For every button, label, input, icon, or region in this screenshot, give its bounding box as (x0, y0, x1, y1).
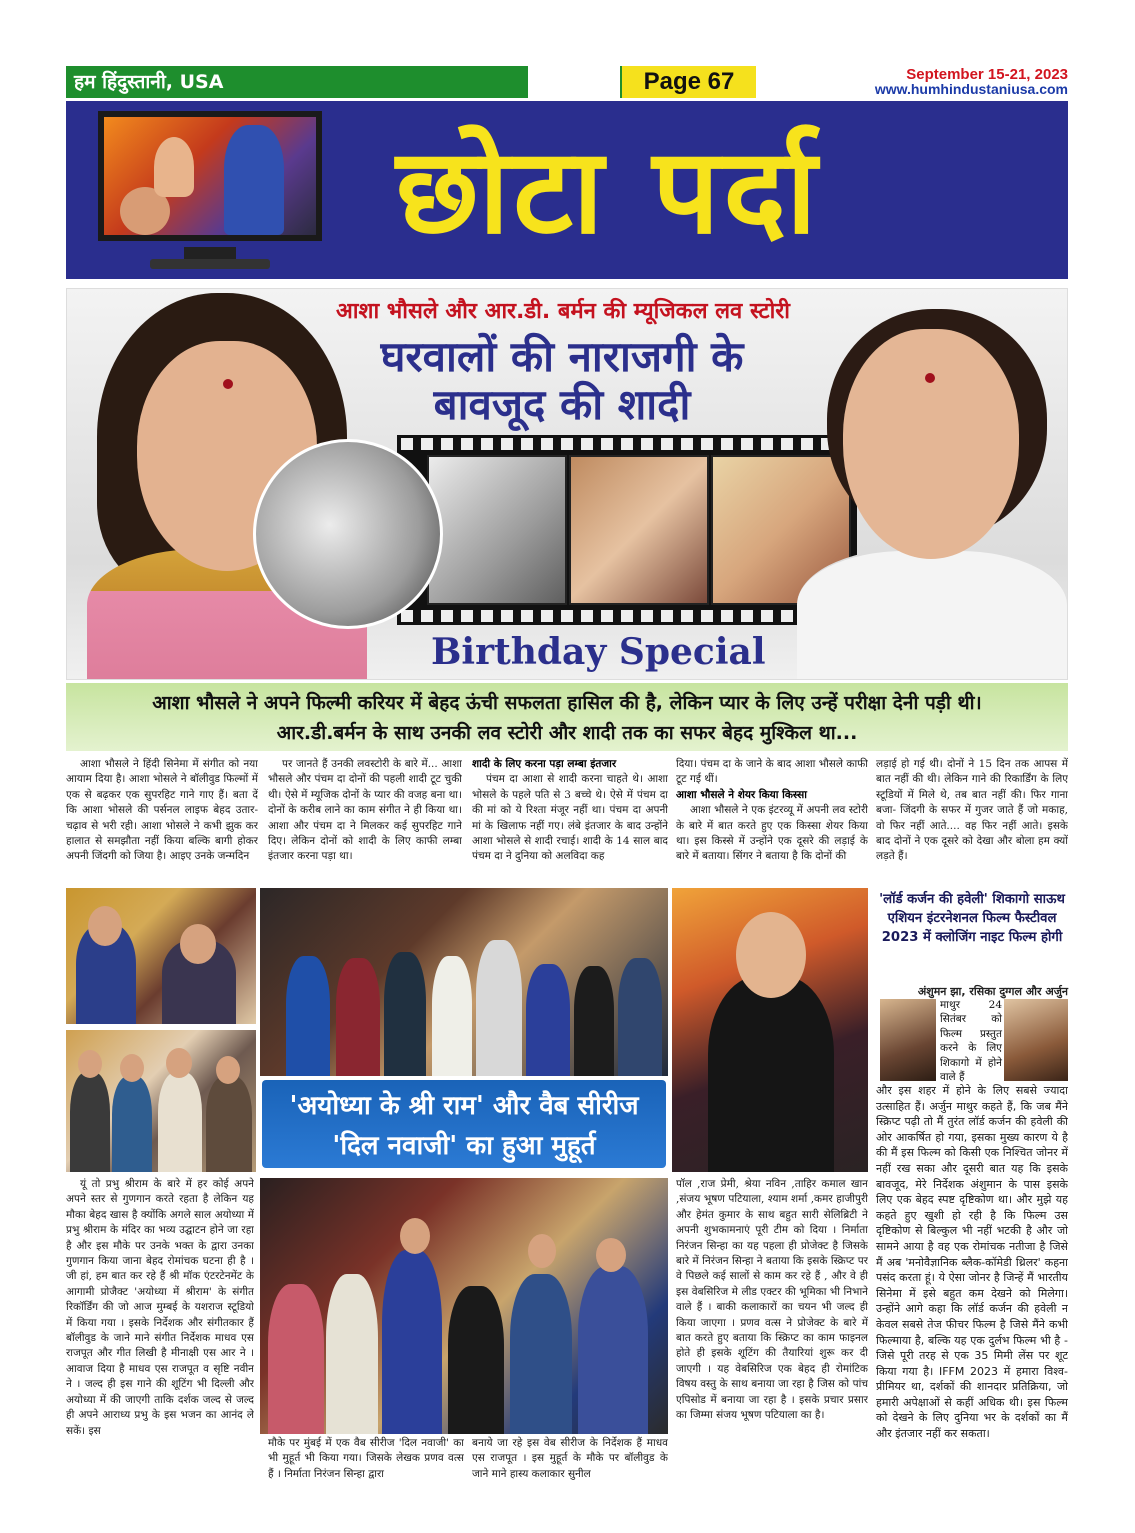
article-column (472, 757, 668, 881)
subheading: शादी के लिए करना पड़ा लम्बा इंतजार (472, 758, 617, 770)
article-column (472, 1436, 668, 1482)
issue-date: September 15-21, 2023 (906, 66, 1068, 83)
paragraph: और इस शहर में होने के लिए सबसे ज्यादा उत्साहित हैं। अर्जुन माथुर कहते हैं, कि जब मैंने स्क्रिप्ट पढ़ी तो मैं तुरंत लॉर्ड कर्जन की हवेली की ओर आकर्षित हो गया, इसका मुख्य कारण ये है की मैं इस फिल्म को किसी एक निश्चित जोनर में नहीं रख सका और दूसरी बात यह कि इसके बावजूद, मेरे निर्देशक अंशुमान के पास इसके लिए एक बेहद स्पष्ट दृष्टिकोण था। और मुझे यह कहते हुए खुशी हो रही है कि फिल्म उस दृष्टिकोण से बिल्कुल भी नहीं भटकी है और जो सामने आया है वह एक रोमांचक नतीजा है जिसे मैं अब 'मनोवैज्ञानिक ब्लैक-कॉमेडी थ्रिलर' कहना पसंद करता हूं। ये ऐसा जोनर है जिन्हें मैं भारतीय सिनेमा में इसे बहुत कम देखने को मिलेगा। उन्होंने आगे कहा कि लॉर्ड कर्जन की हवेली न केवल सबसे तेज फीचर फिल्म है जिसे मैंने कभी फिल्माया है, बल्कि यह एक दुर्लभ फिल्म भी है - जिसे पूरी तरह से एक 35 मिमी लेंस पर शूट किया गया है। IFFM 2023 में हमारा विश्व-प्रीमियर था, दर्शकों की शानदार प्रतिक्रिया, जो हमारी अपेक्षाओं से कहीं अधिक थी। इस फिल्म को देखने के लिए दुनिया भर के दर्शकों का मैं और इंतजार नहीं कर सकता। (876, 1084, 1068, 1441)
event-group-photo (260, 888, 668, 1076)
article-column (66, 1177, 254, 1477)
paragraph: पर जानते हैं उनकी लवस्टोरी के बारे में... आशा भौसले और पंचम दा दोनों की पहली शादी टूट चुकी थी। ऐसे में म्यूजिक दोनों के प्यार की वजह बना था। दोनों के करीब लाने का काम संगीत ने ही किया था। आशा और पंचम दा ने मिलकर कई सुपरहिट गाने दिए। लेकिन दोनों को शादी के लिए काफी लम्बा इंतजार करना पड़ा था। (268, 758, 462, 863)
film-frame-photo (569, 455, 709, 605)
paragraph: लड़ाई हो गई थी। दोनों ने 15 दिन तक आपस में बात नहीं की थी। लेकिन गाने की रिकार्डिंग के लिए स्टूडियों में मिले थे, तब बात नहीं की। फिर गाना बजा- जिंदगी के सफर में गुजर जाते हैं जो मकाह, वो फिर नहीं आते.... वह फिर नहीं आते। इसके बाद दोनों ने एक दूसरे को देखा और बोला हम क्यों लड़ते हैं। (876, 758, 1068, 863)
paragraph: आशा भौसले ने एक इंटरव्यू में अपनी लव स्टोरी के बारे में बात करते हुए एक किस्सा शेयर किया था। इस किस्से में उन्होंने एक दूसरे की लड़ाई के बारे में बताया। सिंगर ने बताया है कि दोनों की (676, 804, 868, 863)
paragraph: पॉल ,राज प्रेमी, श्रेया नविन ,ताहिर कमाल खान ,संजय भूषण पटियाला, श्याम शर्मा ,कमर हाजीपुरी और हेमंत कुमार के साथ बहुत सारी सेलिब्रिटी ने अपनी शुभकामनाएं पूरी टीम को दिया । निर्माता निरंजन सिन्हा का यह पहला ही प्रोजेक्ट है जिसके बारे में निरंजन सिन्हा ने बताया कि इसके स्क्रिप्ट पर वे पिछले कई सालों से काम कर रहे हैं , और वे ही इस वेबसिरिज मे लीड एक्टर की भूमिका भी निभाने वाले हैं । बाकी कलाकारों का चयन भी जल्द ही किया जाएगा । प्रणव वत्स ने प्रोजेक्ट के बारे में बात करते हुए बताया कि स्क्रिप्ट का काम फाइनल होते ही इसके शूटिंग की तैयारियां शुरू कर दी जाएगी । यह वेबसिरिज एक बेहद ही रोमांटिक विषय वस्तु के साथ बनाया जा रहा है जिस को पांच एपिसोड में बनाया जा रहा है । इसके प्रचार प्रसार का जिम्मा संजय भूषण पटियाला का है। (676, 1178, 868, 1422)
article-column (268, 757, 462, 879)
event-photo (66, 1030, 256, 1172)
feature-kicker: आशा भौसले और आर.डी. बर्मन की म्यूजिकल लव स्टोरी (336, 299, 790, 324)
actress-photo (1004, 999, 1068, 1081)
event-photo (66, 888, 256, 1024)
paragraph: दिया। पंचम दा के जाने के बाद आशा भौसले काफी टूट गई थीं। (676, 758, 868, 786)
feature-headline (267, 333, 857, 429)
feature-collage (66, 288, 1068, 680)
publication-name: हम हिंदुस्तानी, USA (66, 66, 366, 98)
portrait-photo (672, 888, 868, 1172)
article-title-line: 'दिल नवाजी' का हुआ मुहूर्त (332, 1131, 596, 1161)
deck-line: आशा भौसले ने अपने फिल्मी करियर में बेहद ऊंची सफलता हासिल की है, लेकिन प्यार के लिए उन्हें परीक्षा देनी पड़ी थी। (152, 692, 982, 714)
paragraph: यूं तो प्रभु श्रीराम के बारे में हर कोई अपने अपने स्तर से गुणगान करते रहता है लेकिन यह मौका बेहद खास है क्योंकि अगले साल अयोध्या में प्रभु श्रीराम के मंदिर का भव्य उद्घाटन होने जा रहा है और इस मौके पर उनके भक्त के द्वारा उनका गुणगान किया जाना बेहद रोमांचक घटना ही है । जी हां, हम बात कर रहे हैं श्री मॉक एंटरटेनमेंट के आगामी प्रोजैक्ट 'अयोध्या में श्रीराम' के संगीत रिकॉर्डिंग की जो आज मुम्बई के यशराज स्टूडियो में किया गया । इसके निर्देशक और संगीतकार हैं बॉलीवुड के जाने माने संगीत निर्देशक माधव एस राजपूत और गीत लिखी है मीनाक्षी एस आर ने । आवाज दिया है माधव एस राजपूत व सृष्टि नवीन ने । जल्द ही इस गाने की शूटिंग भी दिल्ली और अयोध्या में की जाएगी ताकि दर्शक जल्द से जल्द ही अपने आराध्य प्रभु के इस भजन का आनंद ले सकें। इस (66, 1178, 254, 1437)
section-banner (66, 101, 1068, 279)
film-frame-photo (427, 455, 567, 605)
article-column (66, 757, 258, 879)
actor-photo (880, 999, 936, 1081)
subheading: आशा भौसले ने शेयर किया किस्सा (676, 788, 807, 801)
deck-line: आर.डी.बर्मन के साथ उनकी लव स्टोरी और शादी तक का सफर बेहद मुश्किल था... (276, 722, 858, 744)
television-illustration (90, 107, 330, 273)
sidebar-headline: 'लॉर्ड कर्जन की हवेली' शिकागो साऊथ एशियन इंटरनेशनल फिल्म फैस्टीवल 2023 में क्लोजिंग नाइट फिल्म होगी (879, 892, 1065, 945)
paragraph: मौके पर मुंबई में एक वैब सीरीज 'दिल नवाजी' का भी मुहूर्त भी किया गया। जिसके लेखक प्रणव वत्स हैं । निर्माता निरंजन सिन्हा द्वारा (268, 1437, 464, 1480)
headline-line: घरवालों की नाराजगी के (380, 332, 744, 381)
paragraph: आशा भौसले ने हिंदी सिनेमा में संगीत को नया आयाम दिया है। आशा भोसले ने बॉलीवुड फिल्मों में एक से बढ़कर एक सुपरहिट गाने गाए हैं। बता दें कि आशा भोसले की पर्सनल लाइफ बेहद उतार-चढ़ाव से भरी रही। आशा भोसले ने कभी झुक कर हालात से समझौता नहीं किया बल्कि बागी होकर अपनी जिंदगी को जिया है। आइए उनके जन्मदिन (66, 758, 258, 863)
section-title: छोटा पर्दा (396, 122, 821, 260)
paragraph: बनाये जा रहे इस वेब सीरीज के निर्देशक हैं माधव एस राजपूत । इस मुहूर्त के मौके पर बॉलीवुड के जाने माने हास्य कलाकार सुनील (472, 1437, 668, 1480)
masthead (66, 66, 1068, 98)
article-column (676, 757, 868, 881)
page-number: Page 67 (620, 66, 756, 98)
sidebar-body (876, 1083, 1068, 1478)
paragraph: पंचम दा आशा से शादी करना चाहते थे। आशा भोसले के पहले पति से 3 बच्चे थे। ऐसे में पंचम दा की मां को ये रिश्ता मंजूर नहीं था। पंचम दा अपनी मां के खिलाफ नहीं गए। लंबे इंतजार के बाद उन्होंने आशा भोसले से शादी रचाई। शादी के 14 साल बाद पंचम दा ने दुनिया को अलविदा कह (472, 773, 668, 863)
sidebar-lead-text: माथुर 24 सितंबर को फिल्म प्रस्तुत करने के लिए शिकागो में होने वाले हैं (940, 999, 1002, 1084)
tv-screen-image (98, 111, 322, 241)
headline-line: बावजूद की शादी (433, 380, 691, 429)
special-label: Birthday Special (431, 631, 766, 673)
event-group-photo (260, 1178, 668, 1434)
article-title-line: 'अयोध्या के श्री राम' और वैब सीरीज (289, 1091, 639, 1121)
film-strip-photos (397, 435, 857, 625)
article-title-box (262, 1080, 666, 1168)
article-column (876, 757, 1068, 881)
sidebar-byline: अंशुमन झा, रसिका दुग्गल और अर्जुन (917, 985, 1068, 998)
website-link[interactable]: www.humhindustaniusa.com (874, 81, 1068, 97)
article-column (676, 1177, 868, 1477)
feature-deck (66, 683, 1068, 751)
couple-bw-photo (253, 439, 443, 629)
article-column (268, 1436, 464, 1482)
